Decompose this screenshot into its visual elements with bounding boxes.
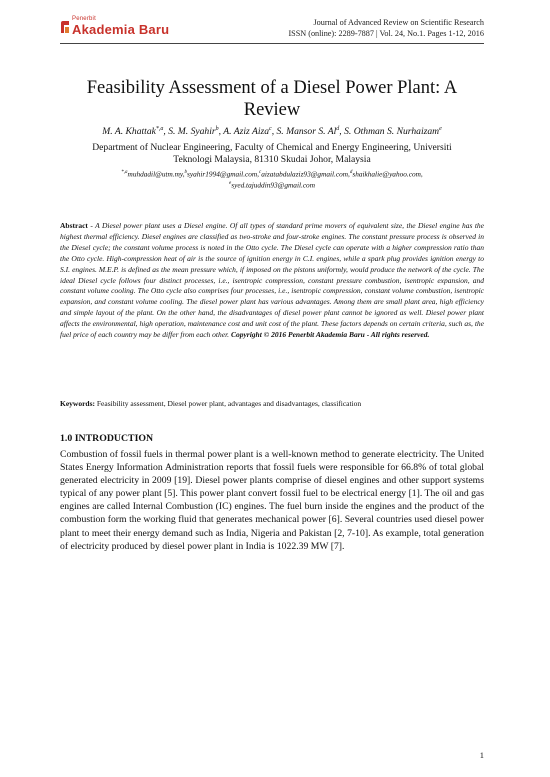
email-line: $^e$syed.tajuddin93@gmail.com (229, 180, 315, 190)
abstract-label: Abstract (60, 221, 88, 230)
publisher-logo (60, 16, 170, 42)
affiliation-line: Department of Nuclear Engineering, Faculty of Chemical and Energy Engineering, Universiti (92, 142, 452, 153)
author-list (60, 126, 484, 137)
journal-name: Journal of Advanced Review on Scientific Research (313, 18, 484, 27)
journal-info (288, 17, 484, 39)
header-rule (60, 43, 484, 44)
keywords (60, 399, 484, 408)
email-link[interactable]: syahir1994@gmail.com, (187, 169, 260, 179)
paper-title: Feasibility Assessment of a Diesel Power Plant: A Review (86, 78, 458, 120)
email-link[interactable]: shaikhalie@yahoo.com, (352, 169, 423, 179)
author: S. M. Syahir$^b$, (168, 126, 224, 138)
publisher-logo-icon (60, 20, 70, 34)
section-heading: 1.0 INTRODUCTION (60, 433, 154, 444)
author: M. A. Khattak$^{*,a}$, (102, 126, 169, 138)
keywords-text: Feasibility assessment, Diesel power plant, advantages and disadvantages, classification (95, 399, 362, 408)
abstract (60, 221, 484, 341)
affiliation-line: Teknologi Malaysia, 81310 Skudai Johor, Malaysia (173, 154, 371, 165)
keywords-label: Keywords: (60, 399, 95, 408)
abstract-body: - A Diesel power plant uses a Diesel engine. Of all types of standard prime movers of equivalent size, the Diesel engine has the highest thermal efficiency. Diesel engines are classified as two-stroke and four-stroke engines. The constant pressure process is observed in the Diesel cycle; the constant volume process is noted in the Otto cycle. The Diesel cycle can operate with a higher compression ratio than the Otto cycle. High-compression heat of air is the source of ignition energy in C.I. engines, while a spark plug provides ignition energy to S.I. engines. M.E.P. is defined as the mean pressure which, if imposed on the pistons uniformly, would produce the network of the cycle. The ideal Diesel cycle follows four distinct processes, i.e., isentropic compression, constant pressure combustion, isentropic expansion, and constant volume cooling. The Otto cycle also comprises four processes, i.e., isentropic compression, constant volume combustion, isentropic expansion, and constant volume cooling. The diesel power plant has various advantages. Among them are small plant area, high efficiency and simple layout of the plant. On the other hand, the disadvantages of diesel power plant cannot be ignored as well. Diesel power plant affects the environmental, high operation, maintenance cost and unit cost of the plant. These factors depends on certain criteria, such as, the fuel price of each country may be differ from each other. (60, 221, 484, 340)
author-emails (60, 168, 484, 191)
publisher-name: Akademia Baru (72, 22, 170, 37)
author: S. Othman S. Nurhaizam$^e$ (344, 126, 442, 138)
author: S. Mansor S. Al$^d$, (276, 126, 345, 138)
affiliation (60, 142, 484, 166)
author: A. Aziz Aiza$^c$, (223, 126, 277, 138)
email-line: $^{*,a}$muhdadil@utm.my,$^b$syahir1994@gmail.com,$^c$aizatabdulaziz93@gmail.com,$^d$shaikhalie@yahoo.com, (121, 169, 423, 179)
section-body: Combustion of fossil fuels in thermal power plant is a well-known method to generate electricity. The United States Energy Information Administration reports that fossil fuels were responsible for 66.8% of total global generated electricity in 2009 [19]. Diesel power plants comprise of diesel engines and other support systems typical of any power plant [5]. This power plant convert fossil fuel to be electrical energy [1]. The oil and gas engines are called Internal Combustion (IC) engines. The fuel burn inside the engines and the product of the combustion form the working fluid that generates mechanical power [6]. Several countries used diesel power plant to meet their energy demand such as India, Nigeria and Pakistan [2, 7-10]. As example, total generation of electricity produced by diesel power plant in India is 1022.39 MW [7]. (60, 449, 484, 552)
email-link[interactable]: muhdadil@utm.my, (127, 169, 185, 179)
publisher-small-text: Penerbit (72, 16, 96, 22)
journal-issn: ISSN (online): 2289-7887 | Vol. 24, No.1. Pages 1-12, 2016 (288, 29, 484, 38)
copyright-notice: Copyright © 2016 Penerbit Akademia Baru - All rights reserved. (230, 330, 430, 340)
email-link[interactable]: syed.tajuddin93@gmail.com (231, 180, 315, 190)
email-link[interactable]: aizatabdulaziz93@gmail.com, (261, 169, 350, 179)
page-number: 1 (479, 750, 484, 760)
